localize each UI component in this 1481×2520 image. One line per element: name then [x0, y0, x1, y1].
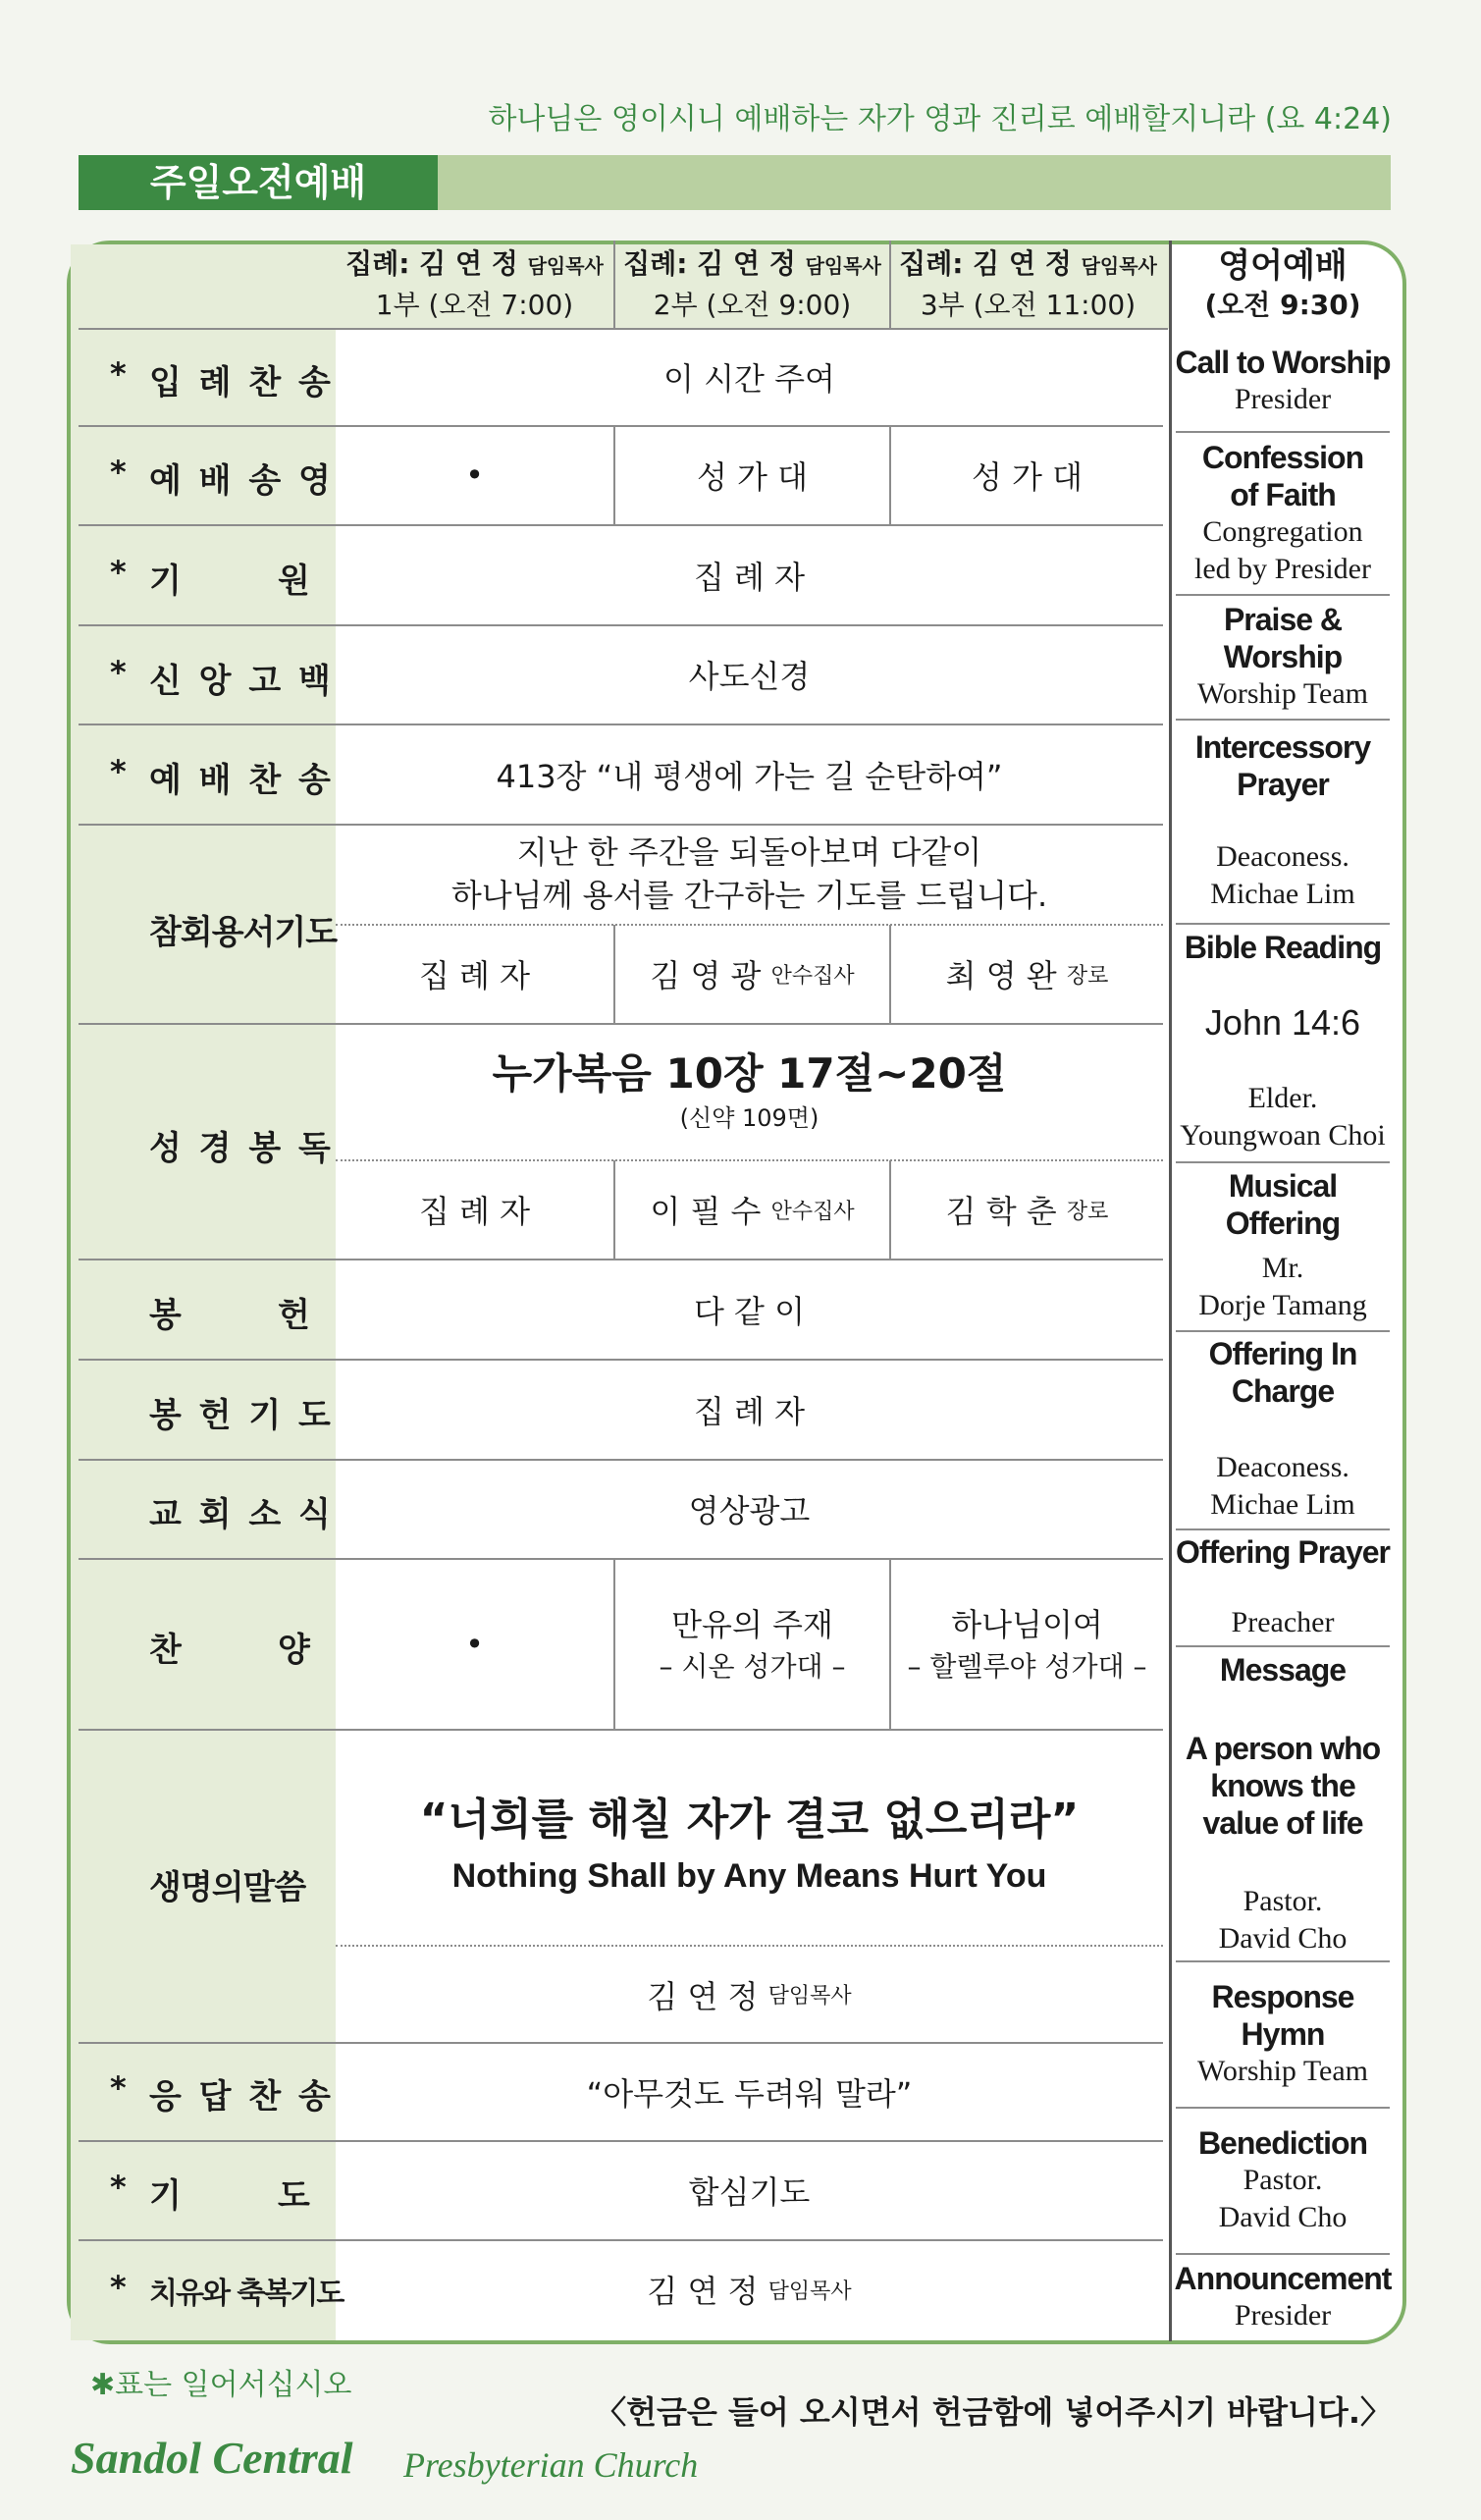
row-label-anthem-2: 양	[278, 1631, 313, 1670]
scripture-reader-1: 집 례 자	[418, 1193, 531, 1230]
english-benediction: Benediction Pastor. David Cho	[1197, 2125, 1368, 2233]
column-header-1: 집례: 김 연 정 담임목사 1부 (오전 7:00)	[345, 247, 604, 321]
standing-mark: *	[110, 554, 127, 591]
column-header-2: 집례: 김 연 정 담임목사 2부 (오전 9:00)	[623, 247, 881, 321]
english-message: Message A person who knows the value of life Pastor. David Cho	[1185, 1652, 1381, 1955]
row-label-response-hymn: 응 답 찬 송	[149, 2077, 334, 2117]
row-value-sermon: “너희를 해칠 자가 결코 없으리라” Nothing Shall by Any Means Hurt You	[419, 1795, 1080, 1895]
scripture-reader-2: 이 필 수 안수집사	[650, 1193, 855, 1230]
row-value-offering-prayer: 집 례 자	[693, 1392, 806, 1430]
english-offering-in-charge: Offering In Charge Deaconess. Michae Lim	[1208, 1336, 1357, 1521]
english-bible-reading: Bible Reading John 14:6 Elder. Youngwoan Choi	[1180, 930, 1386, 1152]
standing-mark: *	[110, 654, 127, 691]
row-label-doxology: 예 배 송 영	[149, 461, 334, 501]
english-praise-worship: Praise & Worship Worship Team	[1196, 602, 1369, 710]
english-intercessory-prayer: Intercessory Prayer Deaconess. Michae Lim	[1194, 729, 1371, 910]
section-title: 주일오전예배	[79, 155, 438, 210]
row-label-confession-prayer: 참회용서기도	[149, 913, 338, 952]
row-value-scripture-reading: 누가복음 10장 17절~20절 (신약 109면)	[492, 1049, 1007, 1132]
row-divider	[79, 1729, 1163, 1731]
confession-leader-2: 김 영 광 안수집사	[650, 957, 855, 994]
divider	[613, 241, 615, 329]
scripture-reader-3: 김 학 춘 장로	[945, 1193, 1109, 1230]
english-divider	[1176, 2107, 1390, 2109]
confession-leader-3: 최 영 완 장로	[945, 957, 1109, 994]
english-divider	[1176, 1528, 1390, 1530]
row-value-invocation: 집 례 자	[693, 558, 806, 596]
english-divider	[1176, 2253, 1390, 2255]
offering-note: 〈헌금은 들어 오시면서 헌금함에 넣어주시기 바랍니다.〉	[595, 2393, 1392, 2431]
standing-mark: *	[110, 753, 127, 790]
english-musical-offering: Musical Offering Mr. Dorje Tamang	[1198, 1168, 1367, 1321]
row-label-prayer-1: 기	[149, 2176, 185, 2216]
english-divider	[1176, 594, 1390, 596]
row-value-healing-blessing-prayer: 김 연 정 담임목사	[647, 2273, 852, 2310]
anthem-1: •	[465, 1625, 484, 1663]
english-response-hymn: Response Hymn Worship Team	[1196, 1979, 1369, 2087]
confession-leader-1: 집 례 자	[418, 957, 531, 994]
row-label-offering-2: 헌	[278, 1296, 313, 1335]
column-header-3: 집례: 김 연 정 담임목사 3부 (오전 11:00)	[899, 247, 1157, 321]
church-type: Presbyterian Church	[403, 2445, 699, 2485]
sermon-preacher: 김 연 정 담임목사	[647, 1977, 852, 2015]
row-value-doxology-2: 성 가 대	[696, 458, 809, 496]
standing-mark: *	[110, 355, 127, 393]
row-label-creed: 신 앙 고 백	[149, 662, 334, 701]
divider	[889, 241, 891, 329]
row-value-announcements: 영상광고	[688, 1492, 811, 1529]
anthem-3: 하나님이여 – 할렐루야 성가대 –	[907, 1605, 1147, 1683]
row-label-sermon: 생명의말씀	[149, 1868, 306, 1907]
standing-mark: *	[110, 2069, 127, 2107]
row-value-response-hymn: “아무것도 두려워 말라”	[586, 2074, 913, 2113]
row-label-processional-hymn: 입 례 찬 송	[149, 363, 334, 402]
standing-mark: *	[110, 2269, 127, 2306]
row-label-anthem-1: 찬	[149, 1631, 185, 1670]
column-header-english: 영어예배 (오전 9:30)	[1204, 246, 1361, 321]
english-divider	[1176, 1960, 1390, 1962]
english-offering-prayer: Offering Prayer Preacher	[1176, 1534, 1390, 1638]
english-divider	[1176, 1330, 1390, 1332]
row-label-announcements: 교 회 소 식	[149, 1495, 334, 1534]
english-divider	[1176, 1645, 1390, 1647]
verse-text: 하나님은 영이시니 예배하는 자가 영과 진리로 예배할지니라 (요 4:24)	[488, 102, 1392, 136]
row-value-confession-prayer: 지난 한 주간을 되돌아보며 다같이 하나님께 용서를 간구하는 기도를 드립니다.	[450, 833, 1048, 914]
english-divider	[1176, 923, 1390, 925]
row-label-scripture-reading: 성 경 봉 독	[149, 1129, 334, 1168]
standing-mark: *	[110, 454, 127, 491]
row-value-processional-hymn: 이 시간 주여	[663, 360, 835, 398]
english-divider	[1176, 719, 1390, 721]
english-announcement: Announcement Presider	[1174, 2261, 1392, 2332]
row-value-doxology-3: 성 가 대	[971, 458, 1084, 496]
church-name: Sandol Central	[71, 2433, 353, 2483]
row-value-creed: 사도신경	[688, 658, 811, 695]
row-label-invocation-1: 기	[149, 562, 185, 601]
english-call-to-worship: Call to Worship Presider	[1175, 345, 1391, 415]
standing-mark: *	[110, 2169, 127, 2206]
row-label-invocation-2: 원	[278, 562, 313, 601]
row-label-prayer-2: 도	[278, 2176, 313, 2216]
row-label-offering-prayer: 봉 헌 기 도	[149, 1396, 334, 1435]
row-value-worship-hymn: 413장 “내 평생에 가는 길 순탄하여”	[496, 757, 1003, 795]
row-label-healing-blessing-prayer: 치유와 축복기도	[149, 2277, 344, 2311]
row-label-worship-hymn: 예 배 찬 송	[149, 761, 334, 800]
row-value-offering: 다 같 이	[693, 1292, 806, 1330]
english-divider	[1176, 1161, 1390, 1163]
anthem-2: 만유의 주재 – 시온 성가대 –	[659, 1605, 846, 1683]
standing-note: ✱표는 일어서십시오	[90, 2368, 352, 2402]
row-label-offering-1: 봉	[149, 1296, 185, 1335]
english-divider	[1176, 431, 1390, 433]
english-confession-of-faith: Confession of Faith Congregation led by Presider	[1194, 440, 1371, 585]
row-value-prayer: 합심기도	[688, 2173, 811, 2211]
row-value-doxology-1: •	[465, 456, 484, 494]
